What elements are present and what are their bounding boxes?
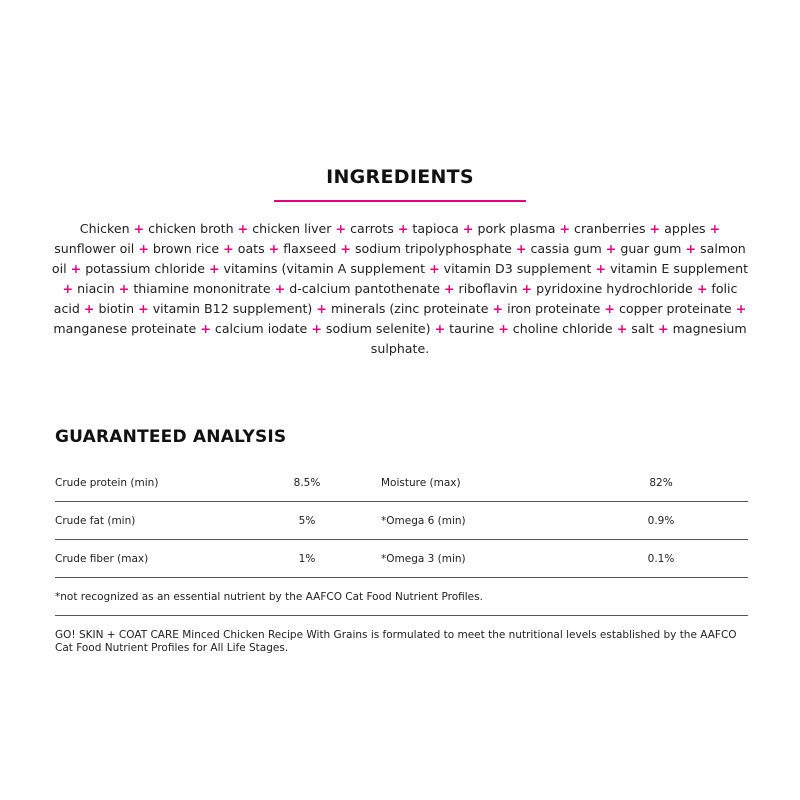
plus-separator: + (696, 281, 708, 296)
plus-separator: + (735, 301, 747, 316)
plus-separator: + (340, 241, 351, 256)
plus-separator: + (133, 221, 145, 236)
plus-separator: + (138, 301, 149, 316)
nutrient-value: 1% (298, 553, 316, 565)
plus-separator: + (316, 301, 327, 316)
plus-separator: + (649, 221, 661, 236)
plus-separator: + (83, 301, 95, 316)
nutrient-value: 5% (298, 515, 316, 527)
guaranteed-analysis-table (55, 464, 748, 655)
ingredient-item: sodium tripolyphosphate (355, 241, 512, 256)
plus-separator: + (70, 261, 82, 276)
ingredient-item: brown rice (152, 241, 220, 256)
ingredient-item: salt (631, 321, 654, 336)
ingredient-item: iron proteinate (507, 301, 601, 316)
ingredient-item: thiamine mononitrate (133, 281, 271, 296)
ingredient-item: sodium selenite) (325, 321, 431, 336)
ingredient-item: biotin (98, 301, 135, 316)
ingredient-item: d-calcium pantothenate (289, 281, 440, 296)
ingredient-item: tapioca (412, 221, 459, 236)
plus-separator: + (595, 261, 607, 276)
plus-separator: + (658, 321, 669, 336)
ingredient-item: vitamin D3 supplement (443, 261, 592, 276)
nutrient-value: 0.9% (647, 515, 675, 527)
plus-separator: + (559, 221, 570, 236)
ingredient-item: minerals (zinc proteinate (330, 301, 489, 316)
nutrient-value: 8.5% (293, 477, 321, 489)
nutrient-label: *Omega 3 (min) (381, 553, 466, 565)
plus-separator: + (223, 241, 234, 256)
ingredient-item: manganese proteinate (53, 321, 197, 336)
plus-separator: + (462, 221, 474, 236)
ingredient-item: vitamin B12 supplement) (152, 301, 313, 316)
nutrient-label: Crude protein (min) (55, 477, 159, 489)
ingredient-item: magnesium sulphate. (370, 321, 747, 356)
ingredients-title-underline (274, 200, 526, 202)
ingredient-item: riboflavin (458, 281, 518, 296)
ingredient-item: chicken liver (252, 221, 332, 236)
plus-separator: + (268, 241, 280, 256)
plus-separator: + (605, 241, 617, 256)
plus-separator: + (492, 301, 504, 316)
nutrient-label: Moisture (max) (381, 477, 461, 489)
ingredient-item: chicken broth (148, 221, 234, 236)
plus-separator: + (274, 281, 286, 296)
ingredients-title: INGREDIENTS (326, 166, 474, 188)
ingredients-list (50, 219, 750, 359)
ingredient-item: flaxseed (283, 241, 337, 256)
plus-separator: + (709, 221, 721, 236)
plus-separator: + (685, 241, 697, 256)
plus-separator: + (521, 281, 533, 296)
plus-separator: + (311, 321, 322, 336)
ingredient-item: calcium iodate (214, 321, 308, 336)
analysis-row (55, 464, 748, 502)
plus-separator: + (397, 221, 409, 236)
ingredient-item: potassium chloride (85, 261, 205, 276)
plus-separator: + (443, 281, 455, 296)
nutrient-label: *Omega 6 (min) (381, 515, 466, 527)
ingredient-item: cranberries (574, 221, 646, 236)
plus-separator: + (200, 321, 211, 336)
plus-separator: + (118, 281, 130, 296)
ingredient-item: Chicken (79, 221, 130, 236)
ingredient-item: taurine (449, 321, 495, 336)
ingredient-item: apples (664, 221, 706, 236)
plus-separator: + (498, 321, 509, 336)
aafco-statement: GO! SKIN + COAT CARE Minced Chicken Recipe With Grains is formulated to meet the nutritional levels established by the AAFCO Cat Food Nutrient Profiles for All Life Stages. (55, 629, 737, 654)
ingredient-item: choline chloride (512, 321, 613, 336)
nutrient-value: 82% (649, 477, 673, 489)
plus-separator: + (237, 221, 249, 236)
ingredient-item: carrots (350, 221, 394, 236)
ingredient-item: sunflower oil (54, 241, 135, 256)
ingredient-item: guar gum (620, 241, 682, 256)
ingredient-item: folic acid (53, 281, 738, 316)
plus-separator: + (335, 221, 347, 236)
ingredient-item: pyridoxine hydrochloride (536, 281, 693, 296)
nutrient-label: Crude fiber (max) (55, 553, 149, 565)
plus-separator: + (62, 281, 74, 296)
plus-separator: + (434, 321, 446, 336)
ingredient-item: niacin (77, 281, 115, 296)
plus-separator: + (604, 301, 615, 316)
nutrient-label: Crude fat (min) (55, 515, 136, 527)
ingredient-item: salmon oil (51, 241, 746, 276)
ingredient-item: oats (237, 241, 265, 256)
footnote: *not recognized as an essential nutrient by the AAFCO Cat Food Nutrient Profiles. (55, 578, 748, 616)
plus-separator: + (208, 261, 220, 276)
ingredient-item: copper proteinate (618, 301, 732, 316)
plus-separator: + (515, 241, 527, 256)
ingredient-item: cassia gum (530, 241, 602, 256)
analysis-row (55, 502, 748, 540)
plus-separator: + (429, 261, 440, 276)
ingredient-item: vitamin E supplement (610, 261, 749, 276)
guaranteed-analysis-title: GUARANTEED ANALYSIS (55, 427, 287, 447)
ingredient-item: vitamins (vitamin A supplement (223, 261, 426, 276)
ingredient-item: pork plasma (477, 221, 556, 236)
plus-separator: + (138, 241, 149, 256)
plus-separator: + (616, 321, 628, 336)
analysis-row (55, 540, 748, 578)
nutrient-value: 0.1% (647, 553, 675, 565)
